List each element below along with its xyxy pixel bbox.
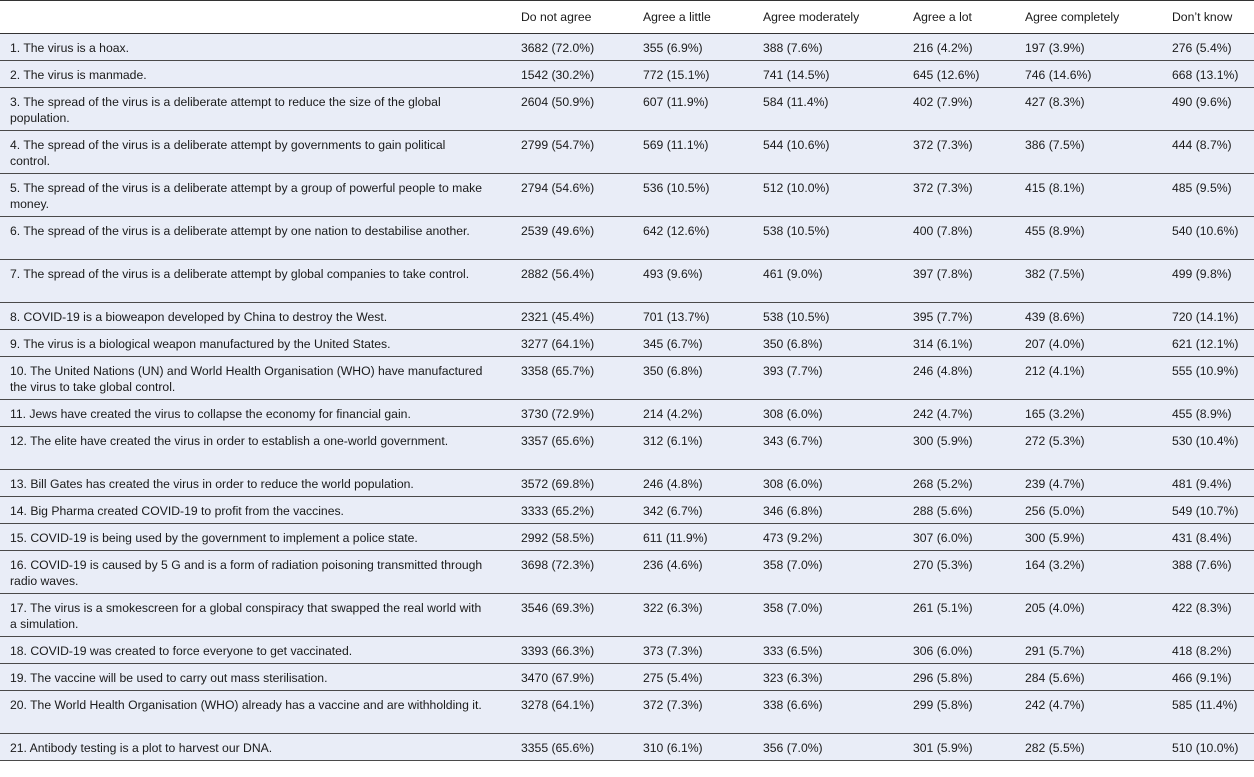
statement-cell: 8. COVID-19 is a bioweapon developed by China to destroy the West. xyxy=(10,310,388,324)
table-row xyxy=(0,551,1254,594)
value-cell: 2882 (56.4%) xyxy=(521,267,595,281)
value-cell: 275 (5.4%) xyxy=(643,671,703,685)
value-cell: 205 (4.0%) xyxy=(1025,601,1085,615)
value-cell: 358 (7.0%) xyxy=(763,601,823,615)
value-cell: 741 (14.5%) xyxy=(763,68,830,82)
value-cell: 455 (8.9%) xyxy=(1025,224,1085,238)
value-cell: 418 (8.2%) xyxy=(1172,644,1232,658)
value-cell: 585 (11.4%) xyxy=(1172,698,1238,712)
value-cell: 461 (9.0%) xyxy=(763,267,823,281)
statement-cell: 9. The virus is a biological weapon manufactured by the United States. xyxy=(10,337,391,351)
statement-cell: 19. The vaccine will be used to carry out mass sterilisation. xyxy=(10,671,328,685)
value-cell: 350 (6.8%) xyxy=(643,364,703,378)
value-cell: 236 (4.6%) xyxy=(643,558,703,572)
value-cell: 473 (9.2%) xyxy=(763,531,823,545)
value-cell: 422 (8.3%) xyxy=(1172,601,1232,615)
value-cell: 382 (7.5%) xyxy=(1025,267,1085,281)
value-cell: 346 (6.8%) xyxy=(763,504,823,518)
table-row xyxy=(0,174,1254,217)
value-cell: 272 (5.3%) xyxy=(1025,434,1085,448)
value-cell: 3358 (65.7%) xyxy=(521,364,595,378)
value-cell: 397 (7.8%) xyxy=(913,267,973,281)
value-cell: 3546 (69.3%) xyxy=(521,601,595,615)
value-cell: 307 (6.0%) xyxy=(913,531,973,545)
table-row xyxy=(0,470,1254,497)
value-cell: 415 (8.1%) xyxy=(1025,181,1085,195)
statement-cell: 20. The World Health Organisation (WHO) already has a vaccine and are withholding it. xyxy=(10,698,482,712)
value-cell: 549 (10.7%) xyxy=(1172,504,1239,518)
value-cell: 402 (7.9%) xyxy=(913,95,973,109)
value-cell: 444 (8.7%) xyxy=(1172,138,1232,152)
statement-cell: 5. The spread of the virus is a deliberate attempt by a group of powerful people to make money. xyxy=(10,181,482,211)
value-cell: 342 (6.7%) xyxy=(643,504,703,518)
value-cell: 242 (4.7%) xyxy=(1025,698,1085,712)
value-cell: 3730 (72.9%) xyxy=(521,407,595,421)
value-cell: 246 (4.8%) xyxy=(643,477,703,491)
value-cell: 310 (6.1%) xyxy=(643,741,703,755)
table-row xyxy=(0,88,1254,131)
value-cell: 485 (9.5%) xyxy=(1172,181,1232,195)
statement-cell: 6. The spread of the virus is a deliberate attempt by one nation to destabilise another. xyxy=(10,224,470,238)
value-cell: 216 (4.2%) xyxy=(913,41,973,55)
value-cell: 611 (11.9%) xyxy=(643,531,708,545)
value-cell: 308 (6.0%) xyxy=(763,477,823,491)
value-cell: 239 (4.7%) xyxy=(1025,477,1085,491)
statement-cell: 12. The elite have created the virus in order to establish a one-world government. xyxy=(10,434,449,448)
statement-cell: 17. The virus is a smokescreen for a global conspiracy that swapped the real world with a simulation. xyxy=(10,601,482,631)
value-cell: 338 (6.6%) xyxy=(763,698,823,712)
value-cell: 3357 (65.6%) xyxy=(521,434,595,448)
value-cell: 2799 (54.7%) xyxy=(521,138,595,152)
header-statement xyxy=(0,1,511,34)
value-cell: 2539 (49.6%) xyxy=(521,224,595,238)
value-cell: 3698 (72.3%) xyxy=(521,558,595,572)
value-cell: 493 (9.6%) xyxy=(643,267,703,281)
value-cell: 261 (5.1%) xyxy=(913,601,973,615)
value-cell: 3572 (69.8%) xyxy=(521,477,595,491)
value-cell: 3682 (72.0%) xyxy=(521,41,595,55)
value-cell: 439 (8.6%) xyxy=(1025,310,1085,324)
value-cell: 490 (9.6%) xyxy=(1172,95,1232,109)
value-cell: 701 (13.7%) xyxy=(643,310,710,324)
statement-cell: 2. The virus is manmade. xyxy=(10,68,147,82)
value-cell: 388 (7.6%) xyxy=(763,41,823,55)
value-cell: 510 (10.0%) xyxy=(1172,741,1239,755)
value-cell: 212 (4.1%) xyxy=(1025,364,1085,378)
statement-cell: 10. The United Nations (UN) and World Health Organisation (WHO) have manufactured the virus to take global control. xyxy=(10,364,483,394)
statement-cell: 3. The spread of the virus is a deliberate attempt to reduce the size of the global population. xyxy=(10,95,441,125)
value-cell: 642 (12.6%) xyxy=(643,224,710,238)
value-cell: 720 (14.1%) xyxy=(1172,310,1239,324)
statement-cell: 18. COVID-19 was created to force everyone to get vaccinated. xyxy=(10,644,353,658)
table-body xyxy=(0,34,1254,761)
value-cell: 386 (7.5%) xyxy=(1025,138,1085,152)
value-cell: 301 (5.9%) xyxy=(913,741,973,755)
value-cell: 358 (7.0%) xyxy=(763,558,823,572)
value-cell: 306 (6.0%) xyxy=(913,644,973,658)
table-row xyxy=(0,330,1254,357)
value-cell: 345 (6.7%) xyxy=(643,337,703,351)
value-cell: 2321 (45.4%) xyxy=(521,310,595,324)
value-cell: 427 (8.3%) xyxy=(1025,95,1085,109)
value-cell: 512 (10.0%) xyxy=(763,181,830,195)
statement-cell: 1. The virus is a hoax. xyxy=(10,41,130,55)
table-row xyxy=(0,691,1254,734)
value-cell: 372 (7.3%) xyxy=(643,698,703,712)
value-cell: 291 (5.7%) xyxy=(1025,644,1085,658)
statement-cell: 7. The spread of the virus is a deliberate attempt by global companies to take control. xyxy=(10,267,470,281)
value-cell: 645 (12.6%) xyxy=(913,68,980,82)
statement-cell: 4. The spread of the virus is a deliberate attempt by governments to gain political control. xyxy=(10,138,446,168)
table-row xyxy=(0,594,1254,637)
value-cell: 284 (5.6%) xyxy=(1025,671,1085,685)
value-cell: 393 (7.7%) xyxy=(763,364,823,378)
value-cell: 3355 (65.6%) xyxy=(521,741,595,755)
value-cell: 288 (5.6%) xyxy=(913,504,973,518)
header-agree-a-lot: Agree a lot xyxy=(913,10,972,24)
value-cell: 372 (7.3%) xyxy=(913,138,973,152)
value-cell: 242 (4.7%) xyxy=(913,407,973,421)
value-cell: 3470 (67.9%) xyxy=(521,671,595,685)
value-cell: 356 (7.0%) xyxy=(763,741,823,755)
value-cell: 2992 (58.5%) xyxy=(521,531,595,545)
value-cell: 544 (10.6%) xyxy=(763,138,830,152)
table-row xyxy=(0,357,1254,400)
value-cell: 1542 (30.2%) xyxy=(521,68,595,82)
table-row xyxy=(0,400,1254,427)
value-cell: 246 (4.8%) xyxy=(913,364,973,378)
value-cell: 268 (5.2%) xyxy=(913,477,973,491)
value-cell: 3277 (64.1%) xyxy=(521,337,595,351)
value-cell: 312 (6.1%) xyxy=(643,434,703,448)
statement-cell: 11. Jews have created the virus to collapse the economy for financial gain. xyxy=(10,407,411,421)
table-row xyxy=(0,664,1254,691)
table-header xyxy=(0,1,1254,34)
value-cell: 207 (4.0%) xyxy=(1025,337,1085,351)
value-cell: 431 (8.4%) xyxy=(1172,531,1232,545)
value-cell: 373 (7.3%) xyxy=(643,644,703,658)
table-row xyxy=(0,260,1254,303)
header-agree-moderately: Agree moderately xyxy=(763,10,860,24)
table-row xyxy=(0,303,1254,330)
value-cell: 256 (5.0%) xyxy=(1025,504,1085,518)
value-cell: 355 (6.9%) xyxy=(643,41,703,55)
value-cell: 466 (9.1%) xyxy=(1172,671,1232,685)
value-cell: 2794 (54.6%) xyxy=(521,181,595,195)
value-cell: 540 (10.6%) xyxy=(1172,224,1239,238)
value-cell: 164 (3.2%) xyxy=(1025,558,1085,572)
value-cell: 299 (5.8%) xyxy=(913,698,973,712)
value-cell: 621 (12.1%) xyxy=(1172,337,1239,351)
value-cell: 350 (6.8%) xyxy=(763,337,823,351)
table-row xyxy=(0,61,1254,88)
value-cell: 607 (11.9%) xyxy=(643,95,709,109)
header-agree-a-little: Agree a little xyxy=(643,10,711,24)
header-row xyxy=(0,1,1254,34)
table-row xyxy=(0,217,1254,260)
value-cell: 2604 (50.9%) xyxy=(521,95,595,109)
value-cell: 400 (7.8%) xyxy=(913,224,973,238)
statement-cell: 14. Big Pharma created COVID-19 to profit from the vaccines. xyxy=(10,504,344,518)
value-cell: 372 (7.3%) xyxy=(913,181,973,195)
value-cell: 214 (4.2%) xyxy=(643,407,703,421)
value-cell: 584 (11.4%) xyxy=(763,95,829,109)
value-cell: 746 (14.6%) xyxy=(1025,68,1092,82)
header-agree-completely: Agree completely xyxy=(1025,10,1120,24)
value-cell: 481 (9.4%) xyxy=(1172,477,1232,491)
value-cell: 300 (5.9%) xyxy=(1025,531,1085,545)
header-dont-know: Don’t know xyxy=(1172,10,1233,24)
value-cell: 668 (13.1%) xyxy=(1172,68,1239,82)
value-cell: 455 (8.9%) xyxy=(1172,407,1232,421)
table-row xyxy=(0,637,1254,664)
table-row xyxy=(0,497,1254,524)
value-cell: 323 (6.3%) xyxy=(763,671,823,685)
value-cell: 270 (5.3%) xyxy=(913,558,973,572)
value-cell: 314 (6.1%) xyxy=(913,337,973,351)
value-cell: 322 (6.3%) xyxy=(643,601,703,615)
value-cell: 296 (5.8%) xyxy=(913,671,973,685)
value-cell: 3393 (66.3%) xyxy=(521,644,595,658)
table-row xyxy=(0,34,1254,61)
value-cell: 165 (3.2%) xyxy=(1025,407,1085,421)
value-cell: 772 (15.1%) xyxy=(643,68,710,82)
value-cell: 343 (6.7%) xyxy=(763,434,823,448)
value-cell: 538 (10.5%) xyxy=(763,224,830,238)
value-cell: 333 (6.5%) xyxy=(763,644,823,658)
value-cell: 536 (10.5%) xyxy=(643,181,710,195)
value-cell: 499 (9.8%) xyxy=(1172,267,1232,281)
header-do-not-agree: Do not agree xyxy=(521,10,592,24)
value-cell: 569 (11.1%) xyxy=(643,138,709,152)
value-cell: 276 (5.4%) xyxy=(1172,41,1232,55)
value-cell: 3278 (64.1%) xyxy=(521,698,595,712)
table-row xyxy=(0,524,1254,551)
statement-cell: 13. Bill Gates has created the virus in order to reduce the world population. xyxy=(10,477,414,491)
statement-cell: 16. COVID-19 is caused by 5 G and is a form of radiation poisoning transmitted through radio waves. xyxy=(10,558,483,588)
value-cell: 282 (5.5%) xyxy=(1025,741,1085,755)
value-cell: 308 (6.0%) xyxy=(763,407,823,421)
statement-cell: 15. COVID-19 is being used by the government to implement a police state. xyxy=(10,531,418,545)
value-cell: 395 (7.7%) xyxy=(913,310,973,324)
value-cell: 197 (3.9%) xyxy=(1025,41,1085,55)
value-cell: 300 (5.9%) xyxy=(913,434,973,448)
table-row xyxy=(0,427,1254,470)
value-cell: 388 (7.6%) xyxy=(1172,558,1232,572)
table-row xyxy=(0,131,1254,174)
value-cell: 530 (10.4%) xyxy=(1172,434,1239,448)
table-row xyxy=(0,734,1254,761)
value-cell: 538 (10.5%) xyxy=(763,310,830,324)
value-cell: 3333 (65.2%) xyxy=(521,504,595,518)
statement-cell: 21. Antibody testing is a plot to harvest our DNA. xyxy=(10,741,273,755)
value-cell: 555 (10.9%) xyxy=(1172,364,1239,378)
